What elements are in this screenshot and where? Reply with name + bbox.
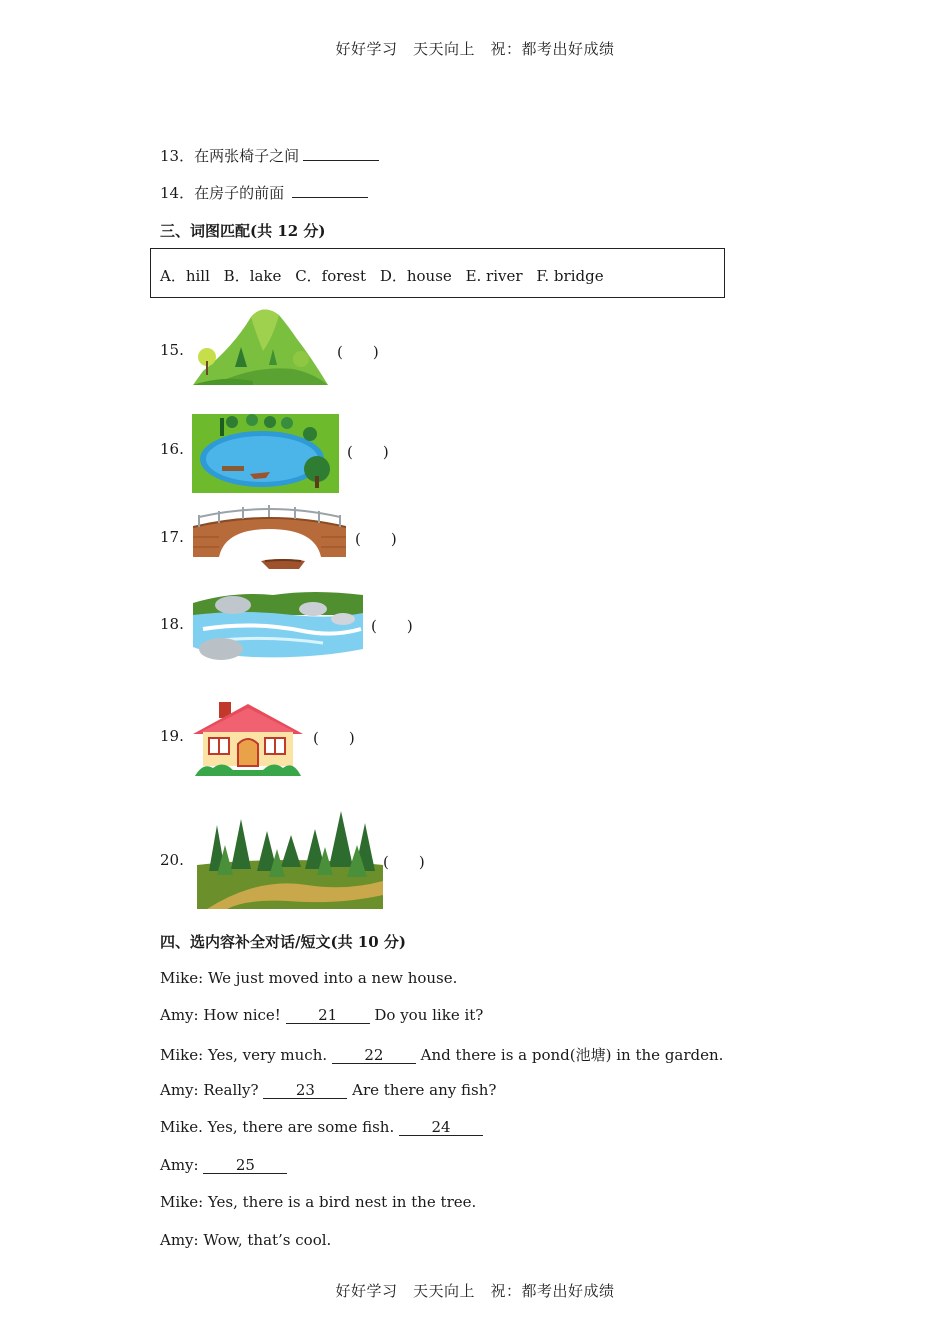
blank-23[interactable]: 23 [263, 1083, 347, 1099]
dialogue-line-6 [160, 1156, 287, 1174]
dialogue-line-2 [160, 1006, 483, 1024]
dialogue-line-2-rest: Do you like it? [369, 1006, 484, 1024]
question-13-number: 13． [160, 147, 195, 165]
forest-picture [197, 805, 383, 909]
dialogue-line-4-text: Amy: Really? [160, 1081, 264, 1099]
question-14-answer-line[interactable] [292, 183, 368, 198]
option-c: C．forest [295, 267, 367, 285]
dialogue-line-7 [160, 1193, 476, 1211]
word-options [160, 265, 613, 286]
dialogue-line-8-text: Amy: Wow, that’s cool. [160, 1231, 332, 1249]
question-14 [160, 182, 368, 203]
item-15-answer[interactable]: ( ) [337, 343, 379, 361]
page-header: 好好学习 天天向上 祝：都考出好成绩 [335, 40, 615, 58]
item-20-number: 20. [160, 851, 184, 869]
dialogue-line-4-rest: Are there any fish? [347, 1081, 497, 1099]
dialogue-line-2-text: Amy: How nice! [160, 1006, 286, 1024]
item-20-answer[interactable]: ( ) [383, 853, 425, 871]
dialogue-line-3 [160, 1044, 723, 1065]
item-19-number: 19. [160, 727, 184, 745]
blank-24[interactable]: 24 [399, 1120, 483, 1136]
item-17-answer[interactable]: ( ) [355, 530, 397, 548]
item-19-answer[interactable]: ( ) [313, 729, 355, 747]
item-18-answer[interactable]: ( ) [371, 617, 413, 635]
item-15-number: 15. [160, 341, 184, 359]
blank-25[interactable]: 25 [203, 1158, 287, 1174]
option-a: A．hill [160, 267, 210, 285]
option-e: E. river [465, 267, 523, 285]
dialogue-line-3-text: Mike: Yes, very much. [160, 1046, 332, 1064]
item-16-number: 16. [160, 440, 184, 458]
option-b: B．lake [223, 267, 282, 285]
blank-22[interactable]: 22 [332, 1048, 416, 1064]
option-d: D．house [379, 267, 452, 285]
blank-21[interactable]: 21 [286, 1008, 370, 1024]
question-13-answer-line[interactable] [303, 146, 379, 161]
section-3-title: 三、词图匹配(共 12 分) [160, 222, 326, 240]
page-footer: 好好学习 天天向上 祝：都考出好成绩 [335, 1282, 615, 1300]
dialogue-line-5-text: Mike. Yes, there are some fish. [160, 1118, 400, 1136]
dialogue-line-7-text: Mike: Yes, there is a bird nest in the tree. [160, 1193, 477, 1211]
question-13 [160, 145, 379, 166]
hill-picture [193, 307, 328, 385]
item-18-number: 18. [160, 615, 184, 633]
dialogue-line-4 [160, 1081, 496, 1099]
section-4-title: 四、选内容补全对话/短文(共 10 分) [160, 933, 406, 951]
question-14-text: 在房子的前面 [194, 184, 285, 202]
option-f: F. bridge [536, 267, 604, 285]
item-16-answer[interactable]: ( ) [347, 443, 389, 461]
question-14-number: 14． [160, 184, 195, 202]
dialogue-line-8 [160, 1231, 331, 1249]
dialogue-line-1 [160, 969, 457, 987]
lake-picture [192, 414, 339, 493]
question-13-text: 在两张椅子之间 [194, 147, 300, 165]
item-17-number: 17. [160, 528, 184, 546]
river-picture [193, 585, 363, 660]
house-picture [193, 698, 303, 776]
dialogue-line-1-text: Mike: We just moved into a new house. [160, 969, 458, 987]
dialogue-line-6-text: Amy: [160, 1156, 204, 1174]
bridge-picture [193, 505, 346, 575]
dialogue-line-5 [160, 1118, 483, 1136]
dialogue-line-3-rest: And there is a pond(池塘) in the garden. [415, 1046, 724, 1064]
